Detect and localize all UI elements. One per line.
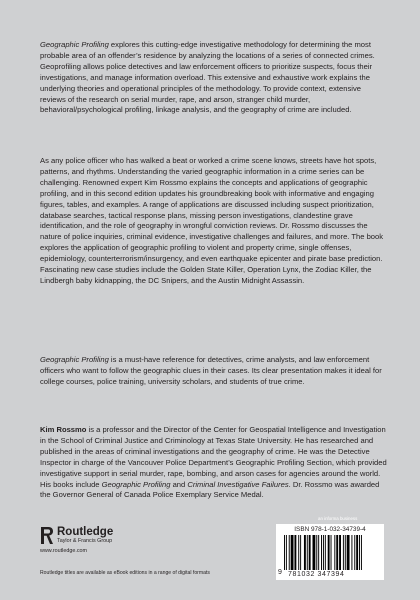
barcode-bar [286, 535, 287, 570]
barcode-bar [294, 535, 296, 570]
author-bio-text: and [170, 479, 188, 489]
barcode-panel [276, 524, 384, 580]
barcode-lead-digit: 9 [278, 569, 282, 576]
barcode-bar [354, 535, 355, 570]
description-paragraph-2: As any police officer who has walked a beat or worked a crime scene knows, streets have hot spots, patterns, and rhythms. Understanding the varied geographic information in a crime series can be challenging. Renowned expert Kim Rossmo explains the concepts and applications of geographic profiling, and in this second edition updates his groundbreaking book with informative and engaging figures, tables, and examples. A range of applications are discussed including suspect prioritization, database searches, tactical response plans, missing person investigations, clandestine grave identification, and the role of geography in wrongful conviction reviews. Dr. Rossmo discusses the nature of police inquiries, criminal evidence, investigative challenges and failures, and more. The book explores the application of geographic profiling to violent and property crime, single offenses, epidemiology, counterterrorism/insurgency, and even earthquake epicenter and pirate base prediction. Fascinating new case studies include the Golden State Killer, Operation Lynx, the Zodiac Killer, the Lindbergh baby kidnapping, the DC Snipers, and the Austin Midnight Assassin. [40, 156, 384, 285]
barcode-bar [289, 535, 290, 570]
barcode-bar [300, 535, 301, 570]
barcode-bar [309, 535, 311, 570]
barcode-bar [351, 535, 352, 570]
description-text: explores this cutting-edge investigative methodology for determining the most probable area of an offender’s residence by analyzing the locations of a series of connected crimes. Geoprofiling allows police detectives and law enforcement officers to prioritize suspects, focus their investigations, and manage information overload. This extensive and exhaustive work explains the underlying theories and operational principles of the methodology. To provide context, extensive reviews of the research on serial murder, rape, and arson, stranger child murder, behavioral/psychological profiling, linkage analysis, and the geography of crime are included. [40, 40, 375, 115]
barcode-bar [347, 535, 350, 570]
informa-label: an informa business [318, 516, 358, 521]
barcode-bar [284, 535, 285, 570]
barcode-bar [334, 535, 335, 570]
barcode-bar [356, 535, 358, 570]
description-paragraph-3 [40, 355, 387, 388]
book-title-italic: Criminal Investigative Failures [187, 479, 289, 489]
barcode-bar [328, 535, 330, 570]
barcode-bar [343, 535, 344, 570]
barcode-bar [361, 535, 362, 570]
barcode-digits: 781032 347394 [288, 571, 345, 578]
author-bio-text: is a professor and the Director of the Center for Geospatial Intelligence and Investigation in the School of Criminal Justice and Criminology at Texas State University. He has researched and published in the areas of criminal investigations and the geography of crime. He was the Detective Inspector in charge of the Vancouver Police Department’s Geographic Profiling Section, which provided investigative support in serial murder, rape, bombing, and arson cases for agencies around the world. His books include [40, 425, 387, 489]
barcode-bar [345, 535, 346, 570]
book-title-italic: Geographic Profiling [40, 40, 109, 49]
isbn-label: ISBN 978-1-032-34739-4 [294, 526, 366, 533]
book-title-italic: Geographic Profiling [101, 479, 171, 489]
barcode-bar [313, 535, 316, 570]
author-bio [40, 425, 387, 501]
barcode-bar [316, 535, 317, 570]
book-title-italic: Geographic Profiling [40, 355, 109, 364]
barcode-bar [359, 535, 360, 570]
barcode-bar [298, 535, 299, 570]
barcode-bar [318, 535, 319, 570]
publisher-name: Routledge [57, 526, 114, 538]
barcode-bar [307, 535, 308, 570]
barcode-bar [304, 535, 306, 570]
routledge-mark-icon [40, 526, 54, 545]
barcode-bar [323, 535, 324, 570]
author-bio-text: . Dr. Rossmo was awarded the Governor General of Canada Police Exemplary Service Medal. [40, 479, 380, 500]
publisher-website: www.routledge.com [40, 548, 88, 554]
ebook-footnote: Routledge titles are available as eBook editions in a range of digital formats [40, 570, 210, 576]
barcode-bar [291, 535, 294, 570]
description-paragraph-1 [40, 40, 387, 116]
author-name: Kim Rossmo [40, 425, 87, 434]
barcode-bar [339, 535, 341, 570]
barcode-bar [325, 535, 326, 570]
barcode-icon [284, 535, 380, 570]
barcode-bar [331, 535, 332, 570]
barcode-bar [321, 535, 322, 570]
description-text: is a must-have reference for detectives, crime analysts, and law enforcement officers who want to follow the geographic clues in their cases. Its clear presentation makes it ideal for college courses, police training, university scholars, and students of true crime. [40, 355, 382, 386]
publisher-group: Taylor & Francis Group [57, 538, 113, 544]
barcode-bar [336, 535, 338, 570]
